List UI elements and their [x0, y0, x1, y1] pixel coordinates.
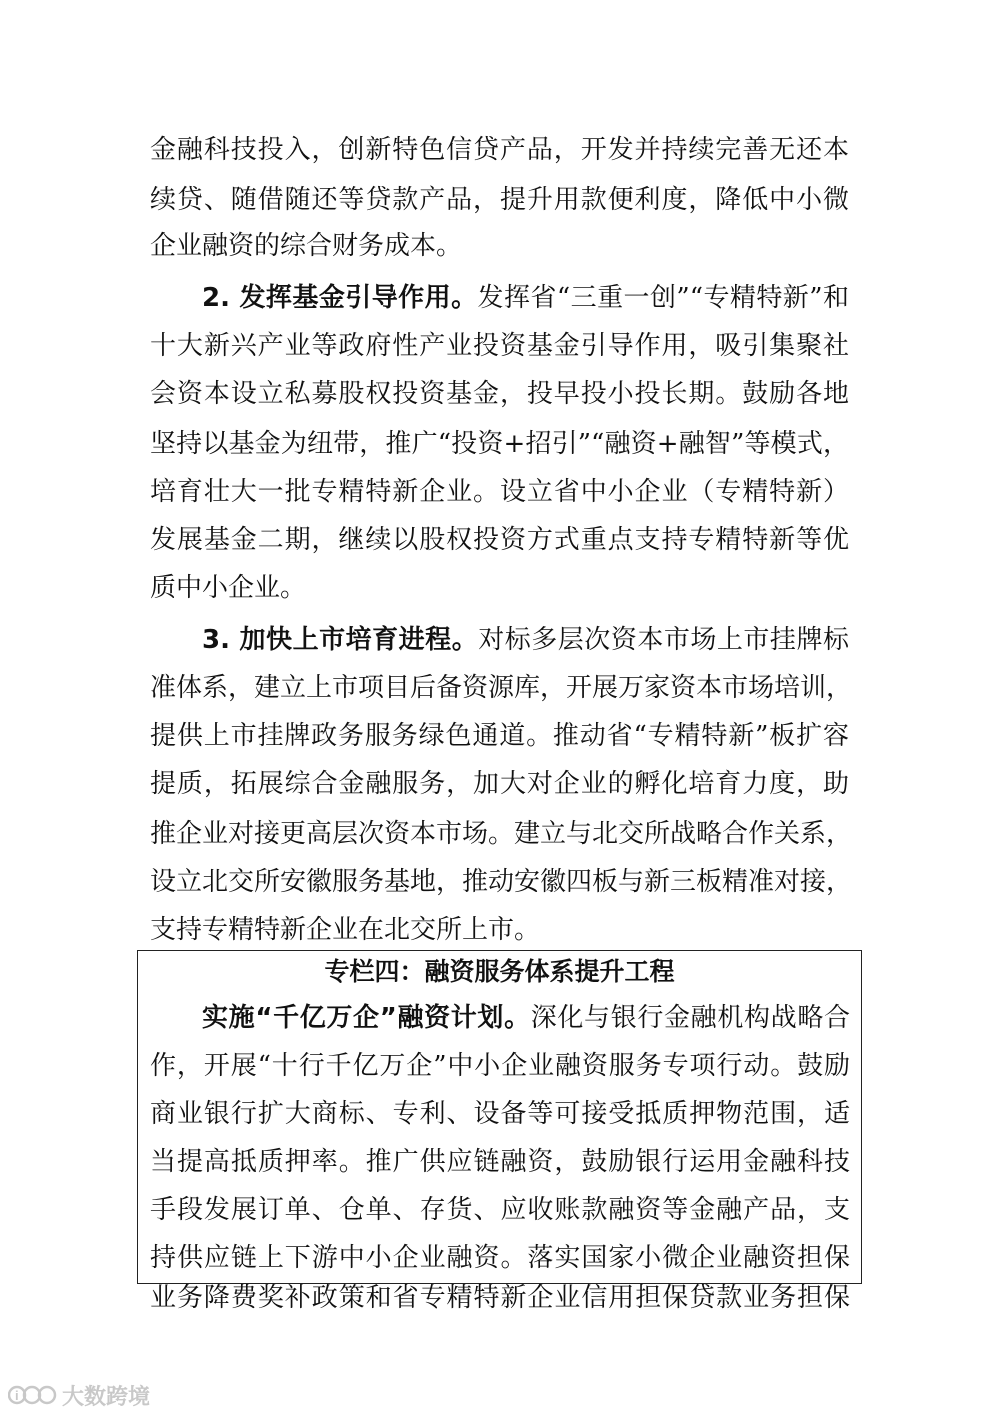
watermark-logo-letter: i: [15, 1388, 19, 1403]
column-box-line-5: 手段发展订单、仓单、存货、应收账款融资等金融产品，支: [150, 1195, 850, 1225]
paragraph-2-line-2: 十大新兴产业等政府性产业投资基金引导作用，吸引集聚社: [150, 331, 849, 361]
column-box-line-2: 作，开展“十行千亿万企”中小企业融资服务专项行动。鼓励: [150, 1051, 850, 1081]
column-box-line-7: 业务降费奖补政策和省专精特新企业信用担保贷款业务担保: [150, 1283, 850, 1313]
paragraph-2-line-6: 发展基金二期，继续以股权投资方式重点支持专精特新等优: [150, 525, 849, 555]
paragraph-3-line-1-text: 对标多层次资本市场上市挂牌标: [478, 625, 849, 655]
column-box-line-6: 持供应链上下游中小企业融资。落实国家小微企业融资担保: [150, 1243, 850, 1273]
paragraph-1-line-3: 企业融资的综合财务成本。: [150, 231, 463, 261]
paragraph-2-line-5: 培育壮大一批专精特新企业。设立省中小企业（专精特新）: [150, 477, 849, 507]
column-box-line-4: 当提高抵质押率。推广供应链融资，鼓励银行运用金融科技: [150, 1147, 850, 1177]
paragraph-3-line-7: 支持专精特新企业在北交所上市。: [150, 915, 541, 945]
column-box-line-1-text: 深化与银行金融机构战略合: [530, 1003, 850, 1033]
watermark-text: 大数跨境: [62, 1384, 151, 1410]
column-box-line-3: 商业银行扩大商标、专利、设备等可接受抵质押物范围，适: [150, 1099, 850, 1129]
paragraph-2-heading: 2. 发挥基金引导作用。: [202, 283, 478, 313]
paragraph-3-line-6: 设立北交所安徽服务基地，推动安徽四板与新三板精准对接，: [150, 867, 853, 897]
paragraph-3-line-5: 推企业对接更高层次资本市场。建立与北交所战略合作关系，: [150, 819, 853, 849]
column-box-heading: 实施“千亿万企”融资计划。: [202, 1003, 531, 1033]
paragraph-3-heading: 3. 加快上市培育进程。: [202, 625, 479, 655]
watermark: [8, 1380, 150, 1410]
paragraph-1-line-1: 金融科技投入，创新特色信贷产品，开发并持续完善无还本: [150, 135, 849, 165]
paragraph-2-line-4: 坚持以基金为纽带，推广“投资+招引”“融资+融智”等模式，: [150, 429, 849, 459]
paragraph-1-line-2: 续贷、随借随还等贷款产品，提升用款便利度，降低中小微: [150, 185, 849, 215]
paragraph-3-line-2: 准体系，建立上市项目后备资源库，开展万家资本市场培训，: [150, 673, 853, 703]
paragraph-2-line-1-text: 发挥省“三重一创”“专精特新”和: [477, 283, 849, 313]
paragraph-3-line-1: [202, 620, 849, 660]
paragraph-3-line-3: 提供上市挂牌政务服务绿色通道。推动省“专精特新”板扩容: [150, 721, 849, 751]
watermark-logo-icon: [8, 1382, 58, 1408]
paragraph-2-line-3: 会资本设立私募股权投资基金，投早投小投长期。鼓励各地: [150, 379, 849, 409]
paragraph-3-line-4: 提质，拓展综合金融服务，加大对企业的孵化培育力度，助: [150, 769, 849, 799]
paragraph-2-line-7: 质中小企业。: [150, 573, 307, 603]
column-box-title: 专栏四：融资服务体系提升工程: [324, 957, 675, 986]
column-box-line-1: [202, 998, 850, 1038]
paragraph-2-line-1: [202, 278, 849, 318]
